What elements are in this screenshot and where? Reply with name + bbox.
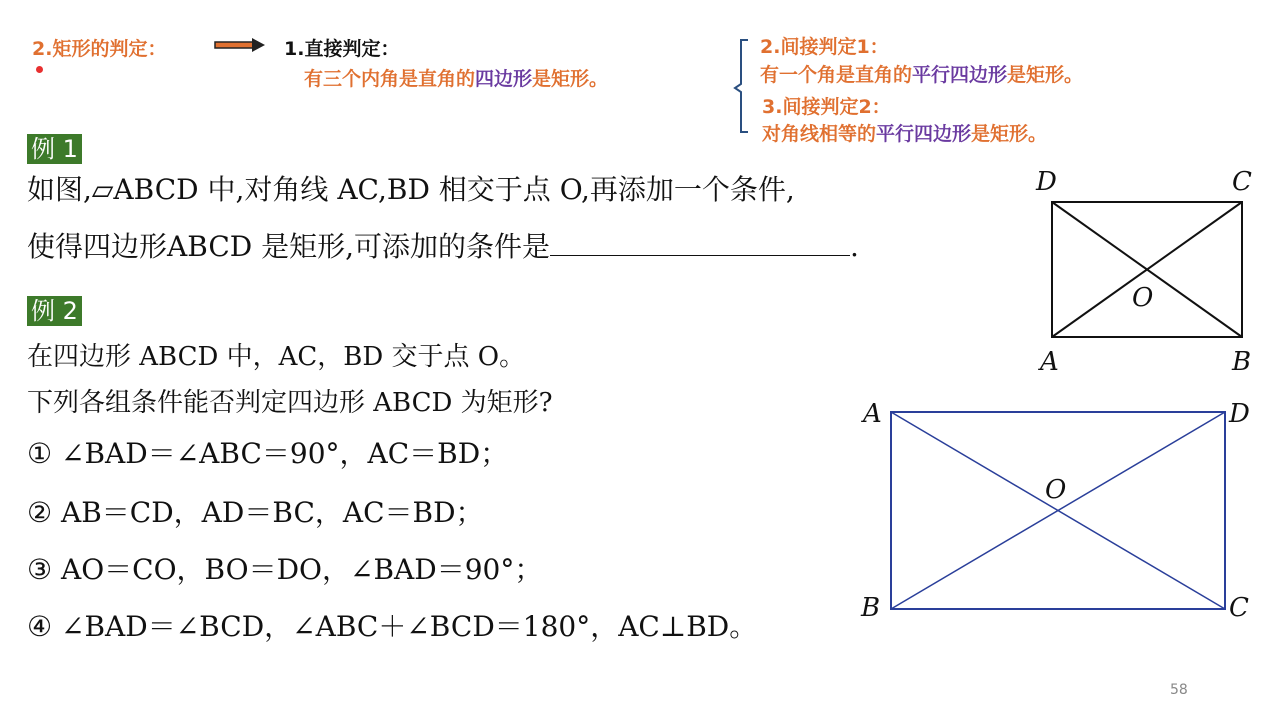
indirect1-rule [760, 60, 1083, 87]
indirect2-rule [762, 119, 1047, 146]
label-c: C [1232, 167, 1252, 197]
indirect2-title: 3.间接判定2： [762, 96, 891, 118]
rule-highlight: 平行四边形 [912, 64, 1008, 86]
page-number: 58 [1170, 682, 1188, 698]
indirect1-title: 2.间接判定1： [760, 36, 889, 58]
condition-item-1: ① ∠BAD＝∠ABC＝90°，AC＝BD； [27, 437, 509, 470]
figure1-rectangle [1020, 160, 1280, 380]
rule-text: 是矩形。 [1007, 64, 1084, 86]
label-a: A [1040, 347, 1059, 377]
rule-text: 对角线相等的 [762, 123, 877, 145]
example1-question: 使得四边形ABCD 是矩形,可添加的条件是 [27, 230, 550, 263]
label-c: C [1229, 593, 1249, 623]
condition-item-4: ④ ∠BAD＝∠BCD，∠ABC＋∠BCD＝180°，AC⊥BD。 [27, 610, 758, 643]
rule-text: 是矩形。 [532, 68, 609, 90]
example1-tag: 例 1 [27, 134, 82, 164]
example2-line1: 在四边形 ABCD 中，AC，BD 交于点 O。 [27, 342, 526, 372]
example1-line1: 如图,▱ABCD 中,对角线 AC,BD 相交于点 O,再添加一个条件, [27, 173, 795, 206]
arrow-right-icon [214, 38, 266, 52]
label-d: D [1036, 167, 1057, 197]
answer-blank[interactable] [550, 227, 850, 256]
condition-item-2: ② AB＝CD，AD＝BC，AC＝BD； [27, 496, 484, 529]
label-o: O [1132, 283, 1154, 313]
rule-highlight: 平行四边形 [876, 123, 972, 145]
example1-line2 [27, 225, 859, 265]
section-title: 2.矩形的判定： [32, 38, 167, 60]
direct-rule [304, 64, 608, 91]
example2-line2: 下列各组条件能否判定四边形 ABCD 为矩形? [27, 388, 553, 418]
label-b: B [1232, 347, 1252, 377]
rule-text: 有三个内角是直角的 [304, 68, 476, 90]
figure2-rectangle [855, 390, 1265, 630]
label-o: O [1045, 475, 1067, 505]
period: . [850, 230, 859, 263]
label-b: B [861, 593, 881, 623]
condition-item-3: ③ AO＝CO，BO＝DO，∠BAD＝90°； [27, 553, 543, 586]
rule-highlight: 四边形 [475, 68, 533, 90]
rule-text: 是矩形。 [971, 123, 1048, 145]
label-d: D [1229, 399, 1250, 429]
laser-pointer-dot [36, 66, 43, 73]
rule-text: 有一个角是直角的 [760, 64, 913, 86]
brace-icon [732, 36, 752, 136]
example2-tag: 例 2 [27, 296, 82, 326]
label-a: A [863, 399, 882, 429]
direct-title: 1.直接判定： [284, 38, 400, 60]
